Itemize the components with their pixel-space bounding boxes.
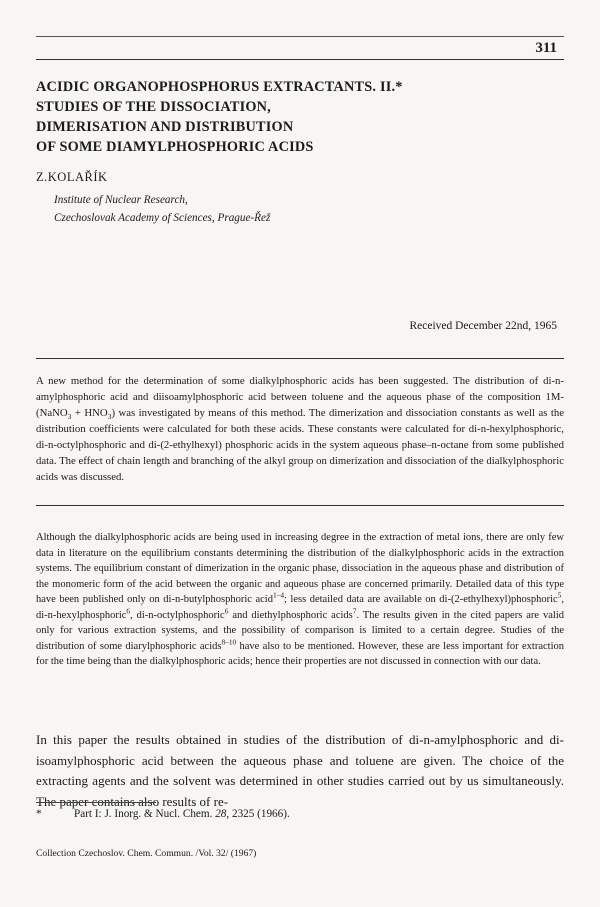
footnote-volume: 28 (215, 808, 227, 820)
reference-mark: 5 (557, 590, 562, 600)
reference-mark: 1–4 (272, 590, 284, 600)
top-rule (36, 36, 564, 37)
header-rule (36, 59, 564, 60)
title-line: STUDIES OF THE DISSOCIATION, (36, 99, 271, 115)
footnote-text: Part I: J. Inorg. & Nucl. Chem. (74, 808, 216, 820)
body-text: Although the dialkylphosphoric acids are being used in increasing degree in the extraction of metal ions, there are only few data in literature on the equilibrium constants determining the distribution of the dialkylphosphoric acids in the extraction systems. The equilibrium constant of dimerization in the organic phase, dissociation in the aqueous phase and distribution of the monomeric form of the acid between the organic and aqueous phase are concerned primarily. Detailed data of this type have been published only on di-n-butylphosphoric acid (36, 532, 564, 605)
footnote-rule (36, 802, 156, 803)
body-text: ; less detailed data are available on di-(2-ethylhexyl)phosphoric (283, 594, 558, 605)
abstract-text: ) was investigated by means of this method. The dimerization and dissociation constants as well as the distribution coefficients were calculated for both these acids. These constants were calculated for di-n-hexylphosphoric, di-n-octylphosphoric and di-(2-ethylhexyl) phosphoric acids in the system aqueous phase–n-octane from some published data. The effect of chain length and branching of the alkyl group on dimerization and dissociation of the dialkylphosphoric acids was discussed. (36, 407, 564, 483)
subscript: 3 (67, 412, 72, 422)
footnote-text: , 2325 (1966). (226, 808, 290, 820)
abstract-bottom-rule (36, 505, 564, 506)
abstract (36, 373, 564, 485)
body-text: , di-n-hexylphosphoric (36, 594, 564, 621)
affiliation-line: Czechoslovak Academy of Sciences, Prague-Řež (54, 211, 271, 224)
footnote-mark: * (36, 808, 42, 820)
page-number: 311 (535, 40, 557, 56)
affiliation (54, 192, 270, 227)
abstract-text: + HNO (71, 407, 108, 419)
body-text: and diethylphosphoric acids (228, 609, 353, 621)
title-line: DIMERISATION AND DISTRIBUTION (36, 119, 294, 135)
body-text: . The results given in the cited papers are valid only for various extraction systems, and the possibility of comparison is limited to a certain degree. Studies of the distribution of some diarylphosphoric acids (36, 609, 564, 652)
paper-title (36, 77, 576, 157)
reference-mark: 6 (224, 606, 229, 615)
introduction-paragraph (36, 530, 564, 670)
body-paragraph: In this paper the results obtained in studies of the distribution of di-n-amylphosphoric and di-isoamylphosphoric acid between the aqueous phase and toluene are given. The choice of the extracting agents and the solvent was determined in other studies carried out by us simultaneously. The paper contains also results of re- (36, 732, 564, 809)
title-line: OF SOME DIAMYLPHOSPHORIC ACIDS (36, 139, 314, 155)
abstract-text: A new method for the determination of some dialkylphosphoric acids has been suggested. The distribution of di-n-amylphosphoric acid and diisoamylphosphoric acid between toluene and the aqueous phase of the composition 1M-(NaNO (36, 375, 564, 419)
title-line: ACIDIC ORGANOPHOSPHORUS EXTRACTANTS. II.* (36, 79, 403, 95)
subscript: 3 (107, 412, 112, 422)
journal-footer: Collection Czechoslov. Chem. Commun. /Vol. 32/ (1967) (36, 848, 257, 859)
author-name: Z.KOLAŘÍK (36, 170, 108, 184)
reference-mark: 6 (126, 606, 131, 615)
body-text: , di-n-octylphosphoric (130, 609, 225, 621)
received-date: Received December 22nd, 1965 (409, 320, 557, 332)
affiliation-line: Institute of Nuclear Research, (54, 194, 188, 206)
reference-mark: 8–10 (221, 637, 237, 646)
body-text: have also to be mentioned. However, these are less important for extraction for the time being than the dialkylphosphoric acids; hence their properties are not discussed in connection with our data. (36, 640, 565, 667)
reference-mark: 7 (352, 606, 357, 615)
abstract-top-rule (36, 358, 564, 359)
footnote (36, 808, 290, 820)
